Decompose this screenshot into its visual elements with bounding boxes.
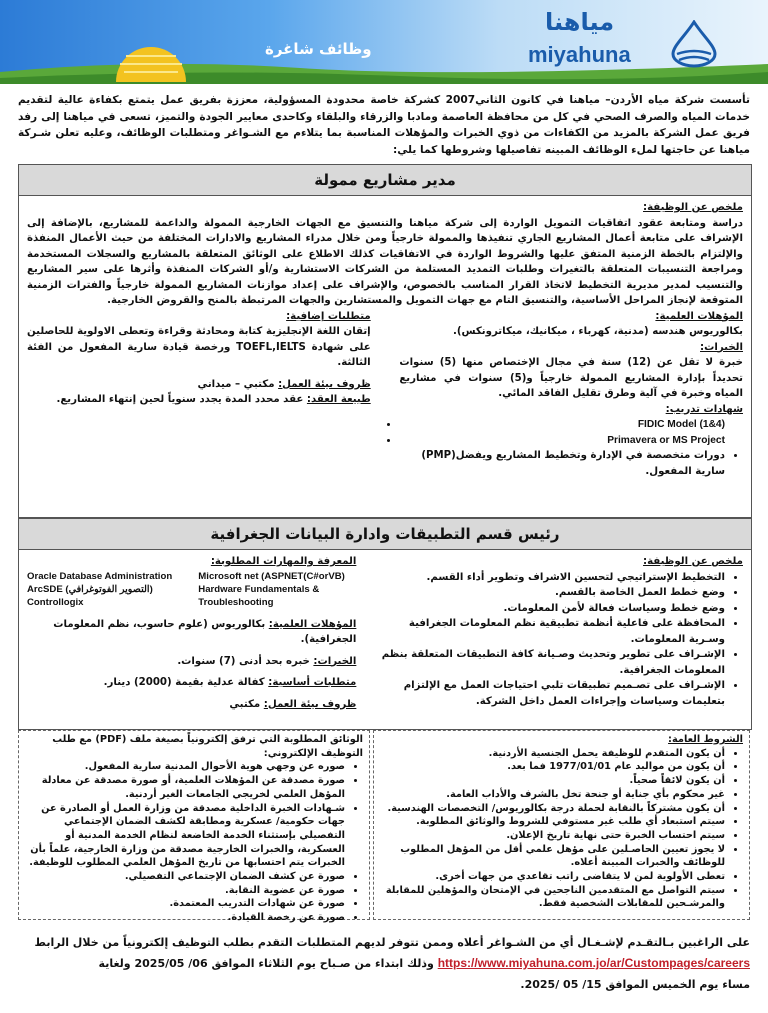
list-item: • أن يكون لائقاً صحياً. xyxy=(380,774,725,788)
job1-section xyxy=(18,164,752,518)
job2-env-label: ظروف بيئة العمل: xyxy=(263,698,357,710)
job2-skills-left: Oracle Database Administration ArcSDE (التصوير الفوتوغرافي) Controllogix xyxy=(27,570,173,608)
job2-section xyxy=(18,518,752,730)
job2-title: رئيس قسم التطبيقات وادارة البيانات الجغرافية xyxy=(19,519,751,550)
job1-contract-label: طبيعة العقد: xyxy=(306,394,371,405)
job2-basic-label: متطلبات أساسية: xyxy=(268,677,357,688)
job1-cert-label: شهادات تدريب: xyxy=(665,403,743,415)
job1-cert-list xyxy=(399,417,743,479)
terms-list xyxy=(380,747,743,911)
job2-qual-label: المؤهلات العلمية: xyxy=(268,618,357,630)
job1-env: مكتبي – ميداني xyxy=(197,378,275,390)
list-item: • أن يكون مشتركاً بالنقابة لحملة درجة بكالوريوس/ التخصصات الهندسية. xyxy=(380,802,725,816)
list-item: • صوره عن وجهي هوية الأحوال المدنية سارية المفعول. xyxy=(25,760,345,774)
job1-qual: بكالوريوس هندسه (مدنية، كهرباء ، ميكانيك، ميكاترونكس). xyxy=(452,326,743,337)
list-item: • سيتم التواصل مع المتقدمين الناجحين في الإمتحان والمؤهلين للمقابلة والمرشـحين للمقابلات الشخصية فقط. xyxy=(380,884,725,911)
list-item: • غير محكوم بأي جناية أو جنحة تخل بالشرف والأداب العامة. xyxy=(380,788,725,802)
footer xyxy=(18,932,750,995)
terms-docs-area xyxy=(18,730,750,924)
list-item: • صورة عن رخصة القيادة. xyxy=(25,911,345,925)
list-item: • Primavera or MS Project xyxy=(399,433,725,449)
list-item: • وضع خطط العمل الخاصة بالقسم. xyxy=(371,585,725,601)
list-item: • FIDIC Model (1&4) xyxy=(399,417,725,433)
list-item: • شـهادات الخبرة الداخلية مصدقة من وزارة العمل أو الصادرة عن جهات حكومية/ عسكرية ومطابقة لكشف الضمان الإجتماعي التفصيلي بإستثناء الخدمة الخاضعة لنظام الخدمة المدنية أو العسكرية، والخبرات الخارجية مصدقة من وزارة الخارجية، علماً بأن الخبرات يتم احتسابها من تاريخ المؤهل العلمي المطلوب للوظيفة. xyxy=(25,802,345,871)
jobs-banner-text: وظائف شاغرة xyxy=(265,40,372,58)
general-terms-box xyxy=(373,730,750,920)
job1-title: مدير مشاريع ممولة xyxy=(19,165,751,196)
footer-line2: وذلك ابتداء من صـباح يوم الثلاثاء الموافق 06/ 2025/05 ولغاية xyxy=(98,957,434,970)
docs-title: الوثائق المطلوبة التي ترفق إلكترونياً بصيغة ملف (PDF) مع طلب التوظيف الإلكتروني: xyxy=(52,734,363,759)
list-item: • صورة عن كشف الضمان الإجتماعي التفصيلي. xyxy=(25,870,345,884)
job2-duty-list xyxy=(371,570,743,710)
footer-line1: على الراغبين بـالتقـدم لإشـغـال أي من الشـواغر أعلاه وممن تتوفر لديهم المتطلبات التقدم بطلب التوظيف إلكترونياً من خلال الرابط xyxy=(34,936,750,949)
required-docs-box xyxy=(18,730,370,924)
water-drop-logo-icon xyxy=(665,20,723,68)
job2-summary-label: ملخص عن الوظيفة: xyxy=(643,556,743,567)
list-item: • لا يجوز تعيين الحاصـلين على مؤهل علمي أقل من المؤهل المطلوب للوظائف والخبرات المبينة أعلاه. xyxy=(380,843,725,870)
sun-icon xyxy=(112,34,190,84)
list-item: • صورة عن شهادات التدريب المعتمدة. xyxy=(25,897,345,911)
intro-paragraph: تأسست شركة مياه الأردن– مياهنا في كانون الثاني2007 كشركة خاصة محدودة المسؤولية، معززة بفريق عمل يتمتع بكفاءة عالية لتقديم خدمات المياه والصرف الصحي في كل من محافظة العاصمة ومادبا والزرقاء والبلقاء وكاحدى معايير الجودة والتميز، تسعى في مياهنا إلى رفد فريق عمل الشركة بالمزيد من الكفاءات من ذوي الخبرات والمؤهلات المناسبة بما يتلاءم مع الشـواغر ومتطلبات الوظائف، وعليه تعلن شـركة مياهنا عن حاجتها لملء الوظائف المبينه تفاصيلها وشروطها كما يلي: xyxy=(18,94,750,156)
job1-summary-label: ملخص عن الوظيفة: xyxy=(643,202,743,213)
list-item: • التخطيط الإستراتيجي لتحسين الاشراف وتطوير أداء القسم. xyxy=(371,570,725,586)
list-item: • صورة عن عضوية النقابة. xyxy=(25,884,345,898)
list-item: • دورات متخصصة في الإدارة وتخطيط المشاريع ويفضل(PMP) سارية المفعول. xyxy=(399,448,725,479)
job2-exp-label: الخبرات: xyxy=(313,655,357,667)
job1-env-label: ظروف بيئة العمل: xyxy=(278,378,371,390)
logo-english: miyahuna xyxy=(528,42,631,67)
list-item: • الإشـراف على تصـميم تطبيقات تلبي احتياجات العمل مع الإلتزام بتعليمات وسياسات وإجراءات العمل داخل الشركة. xyxy=(371,678,725,709)
job1-extra-label: متطلبات إضافية: xyxy=(286,310,371,322)
list-item: • سيتم استبعاد أي طلب غير مستوفي للشروط والوثائق المطلوبة. xyxy=(380,815,725,829)
list-item: • أن يكون المتقدم للوظيفة يحمل الجنسية الأردنية. xyxy=(380,747,725,761)
job2-qual: بكالوريوس (علوم حاسوب، نظم المعلومات الجغرافية). xyxy=(53,618,357,645)
footer-line3: مساء يوم الخميس الموافق 15/ 05 /2025. xyxy=(520,978,750,991)
job1-qual-label: المؤهلات العلمية: xyxy=(655,310,743,322)
header-banner xyxy=(0,0,768,84)
job2-skills-right: Microsoft net (ASPNET(C#orVB) Hardware Fundamentals & Troubleshooting xyxy=(198,570,345,608)
job1-summary: دراسة ومتابعة عقود اتفاقيات التمويل الواردة إلى شركة مياهنا والتنسيق مع الجهات الخارجية الممولة والداعمة للمشاريع، بالإضافة إلى الإشراف على متابعة أعمال المشاريع الجاري تنفيذها والممولة خارجياً ومن خلال مدراء المشاريع والادارات المختلفة من حيث الأعمال المنفذة والإلتزام بالخطة الزمنية المتفق عليها والشروط الواردة في الاتفاقيات كذلك الاطلاع على الوثائق المتعلقة بالمشاريع والسجلات المستخدمة ومراجعة التنسيبات المتعلقة بالتغيرات وطلبات التمديد المستلمة من الشركات الاستشارية و/أو الشركات المنفذة وأثرها على سير المشاريع والتنسيب لمدير مديرية التخطيط لاتخاذ القرار المناسب بالخصوص، والإشراف على إعداد موازنات المشاريع الممولة خارجياً والفترات الزمنية المتوقعة لإنجاز المراحل الأساسية، والتنسيق التام مع جهات التمويل والمستشارين والجهات المرتبطة بالمنح والقروض الخارجية. xyxy=(27,217,743,306)
list-item: • المحافظة على فاعلية أنظمة تطبيقية نظم المعلومات الجغرافية وسـرية المعلومات. xyxy=(371,616,725,647)
logo-arabic: مياهنا xyxy=(545,8,615,36)
list-item: • سيتم احتساب الخبرة حتى نهاية تاريخ الإعلان. xyxy=(380,829,725,843)
list-item: • أن يكون من مواليد عام 1977/01/01 فما بعد. xyxy=(380,760,725,774)
list-item: • تعطى الأولوية لمن لا يتقاضى راتب تقاعدي من جهات أخرى. xyxy=(380,870,725,884)
list-item: • الإشـراف على تطوير وتحديث وصـيانة كافة التطبيقات المتعلقة بنظم المعلومات الجغرافية. xyxy=(371,647,725,678)
job1-contract: عقد محدد المدة يجدد سنوياً لحين إنتهاء المشاريع. xyxy=(56,394,304,405)
list-item: • وضع خطط وسياسات فعالة لأمن المعلومات. xyxy=(371,601,725,617)
job2-skills-label: المعرفة والمهارات المطلوبة: xyxy=(210,556,357,567)
job2-exp: خبره بحد أدنى (7) سنوات. xyxy=(177,655,310,667)
job1-exp: خبرة لا تقل عن (12) سنة في مجال الإختصاص منها (5) سنوات تحديداً بإدارة المشاريع الممولة خارجياً و(5) سنوات في مشاريع المياه وخبرة في آلية وطرق تقليل الفاقد المائي. xyxy=(399,357,743,399)
job2-env: مكتبي xyxy=(229,698,261,710)
job2-basic: كفالة عدلية بقيمة (2000) دينار. xyxy=(103,677,265,688)
terms-title: الشروط العامة: xyxy=(668,734,743,745)
job1-extra: إتقان اللغة الإنجليزية كتابة ومحادثة وقراءة وتعطى الاولوية للحاصلين على شهادة TOEFL,IELTS ورخصة قيادة سارية المفعول من الفئة الثالثة. xyxy=(27,326,371,368)
careers-link[interactable]: https://www.miyahuna.com.jo/ar/Custompages/careers xyxy=(437,956,750,970)
list-item: • صورة مصدقة عن المؤهلات العلمية، أو صورة مصدقة عن معادلة المؤهل العلمي لخريجي الجامعات الغير أردنية. xyxy=(25,774,345,801)
docs-list xyxy=(25,760,363,924)
job1-exp-label: الخبرات: xyxy=(700,341,743,353)
